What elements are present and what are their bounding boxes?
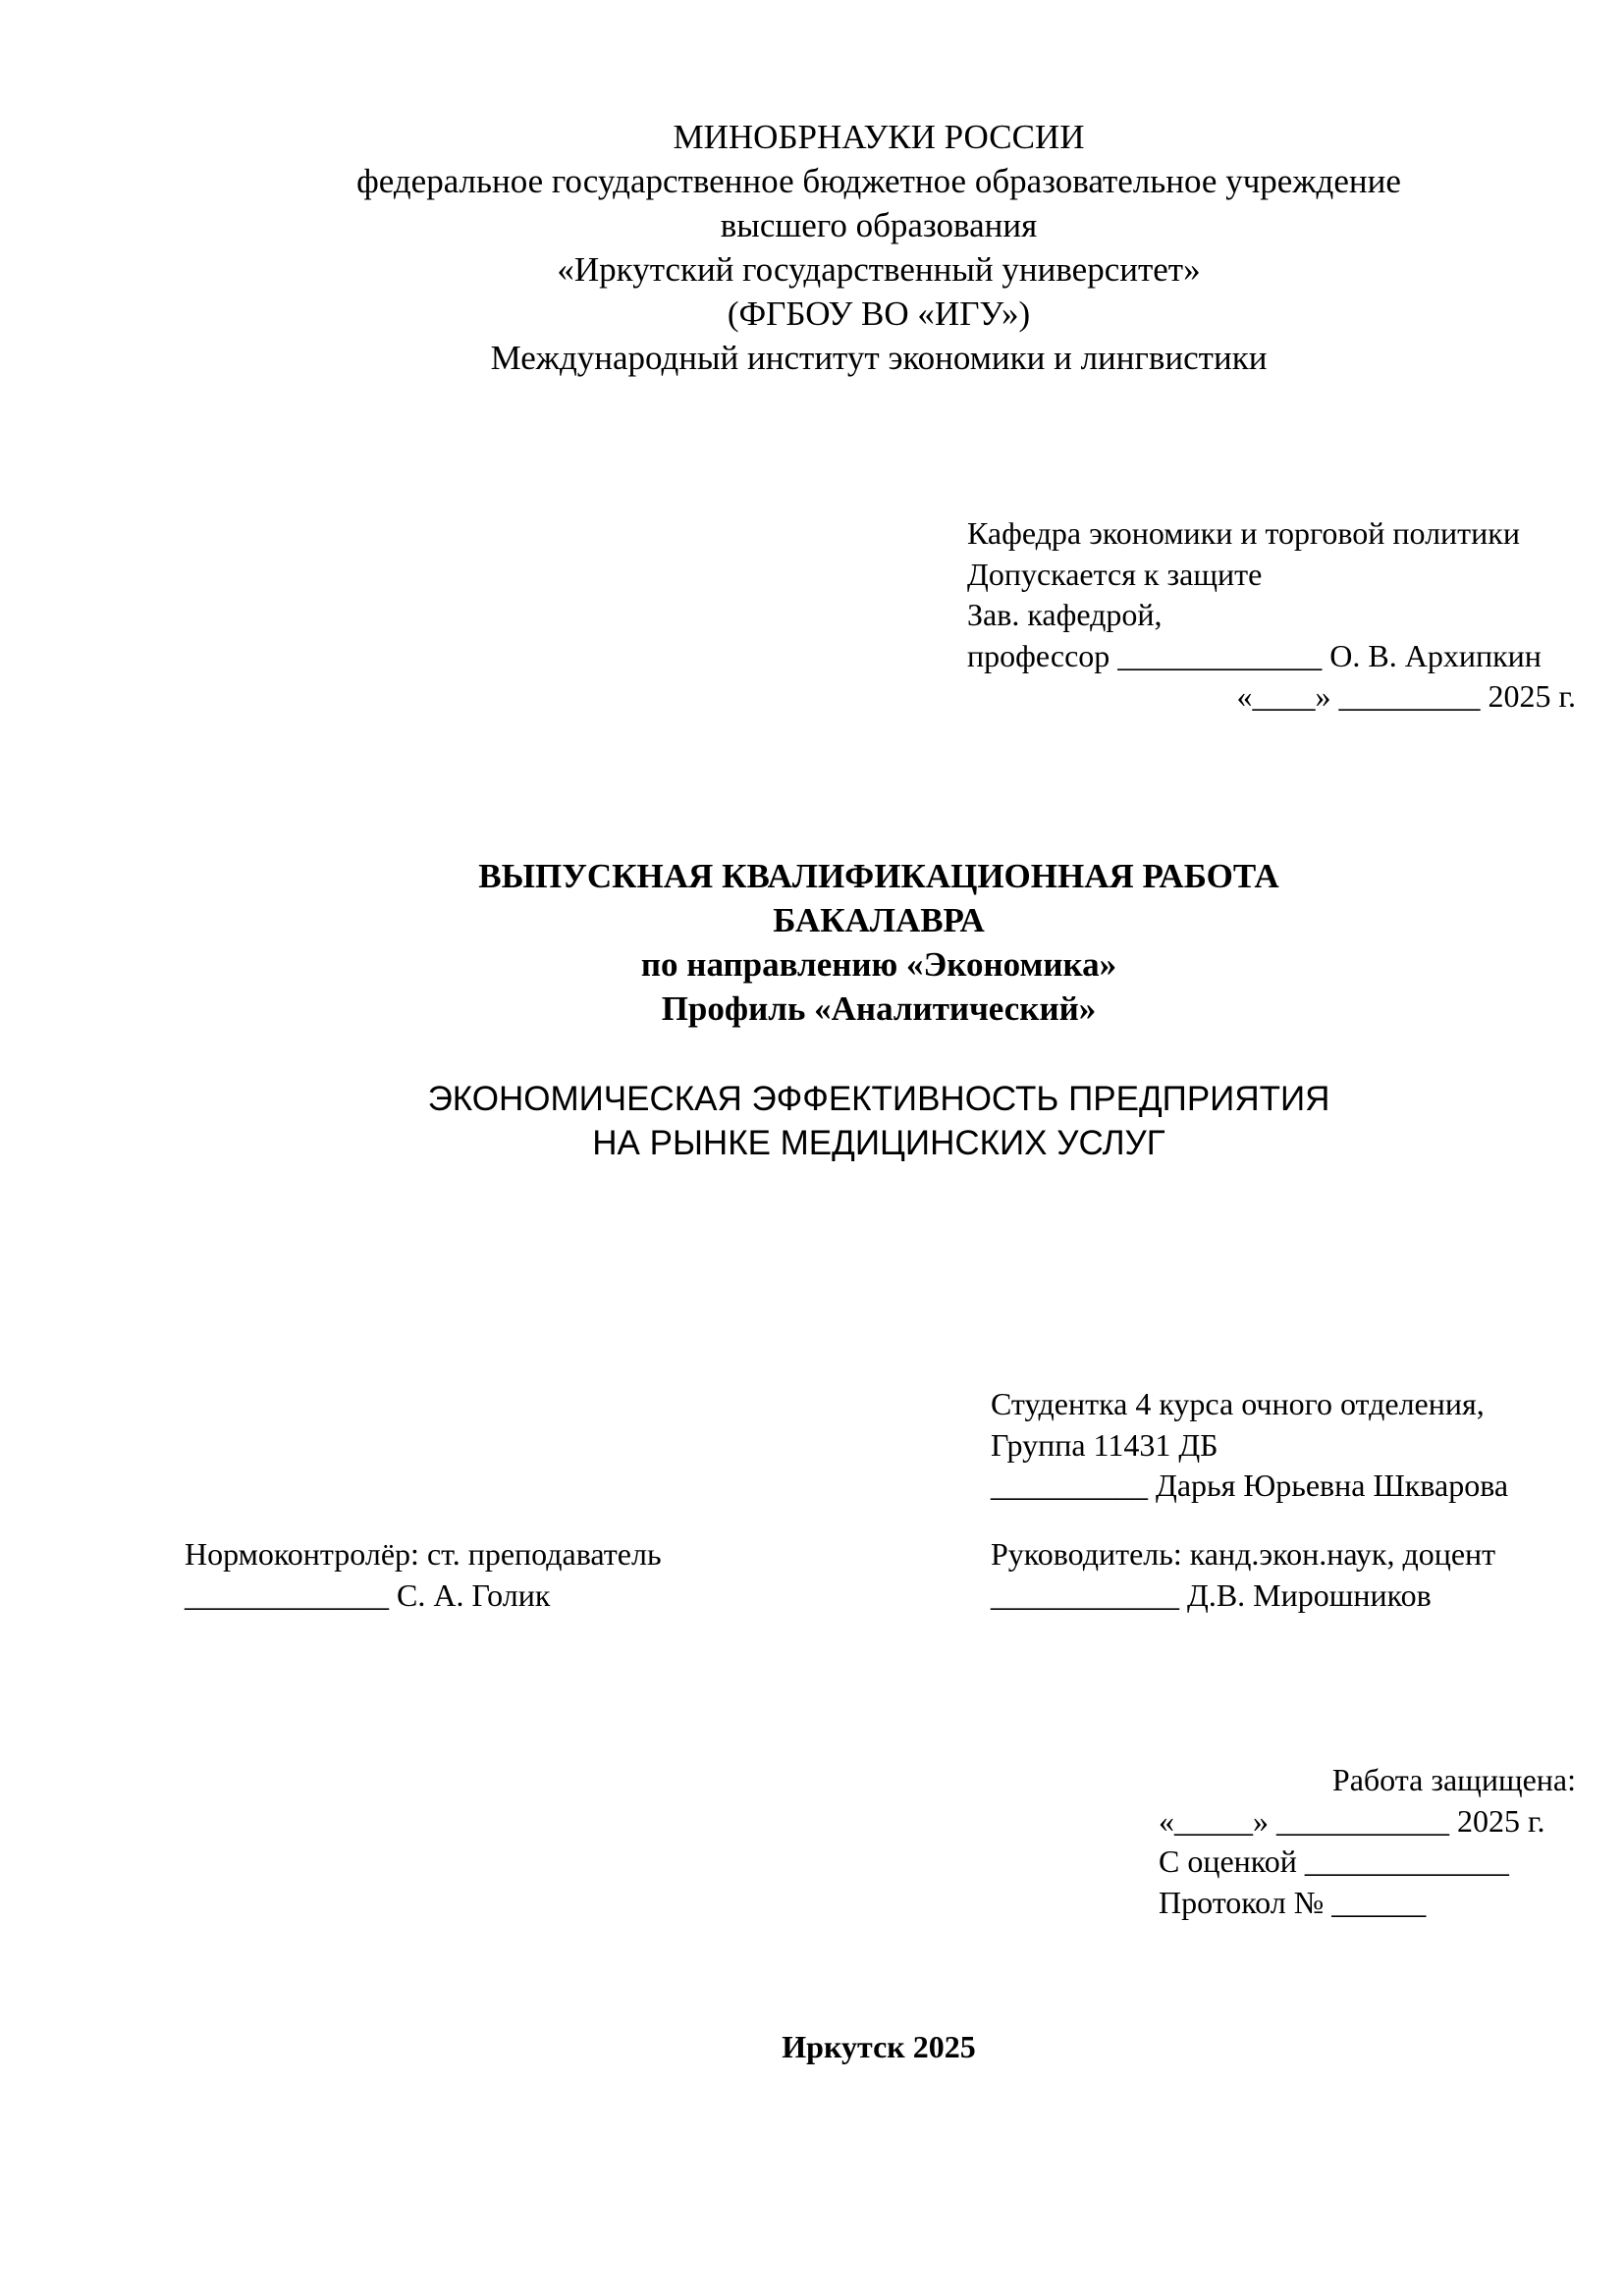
student-block xyxy=(991,1384,1508,1507)
admitted-to-defense: Допускается к защите xyxy=(967,556,1263,592)
institution-level: высшего образования xyxy=(720,206,1038,244)
approval-date: «____» _________ 2025 г. xyxy=(1236,678,1576,714)
department-name: Кафедра экономики и торговой политики xyxy=(967,515,1520,551)
supervisor-block xyxy=(991,1534,1495,1616)
normcontrol-title: Нормоконтролёр: ст. преподаватель xyxy=(185,1536,662,1572)
thesis-profile: Профиль «Аналитический» xyxy=(661,989,1097,1028)
thesis-degree: БАКАЛАВРА xyxy=(773,901,985,939)
head-of-department: Зав. кафедрой, xyxy=(967,597,1163,632)
thesis-topic-line-1: ЭКОНОМИЧЕСКАЯ ЭФФЕКТИВНОСТЬ ПРЕДПРИЯТИЯ xyxy=(427,1080,1330,1118)
thesis-topic-line-2: НА РЫНКЕ МЕДИЦИНСКИХ УСЛУГ xyxy=(592,1124,1165,1162)
defense-date: «_____» ___________ 2025 г. xyxy=(1159,1802,1545,1839)
supervisor-signature: ____________ Д.В. Мирошников xyxy=(991,1576,1432,1613)
defense-block xyxy=(1159,1760,1576,1923)
university-name: «Иркутский государственный университет» xyxy=(557,250,1201,289)
defense-protocol: Протокол № ______ xyxy=(1159,1884,1427,1920)
institution-header xyxy=(177,115,1581,380)
city-year: Иркутск 2025 xyxy=(782,2029,976,2064)
approval-block xyxy=(967,513,1576,718)
supervisor-title: Руководитель: канд.экон.наук, доцент xyxy=(991,1536,1496,1572)
normcontrol-block xyxy=(185,1534,662,1616)
student-group: Группа 11431 ДБ xyxy=(991,1426,1218,1463)
student-status: Студентка 4 курса очного отделения, xyxy=(991,1386,1485,1421)
normcontrol-signature: _____________ С. А. Голик xyxy=(185,1576,551,1613)
thesis-direction: по направлению «Экономика» xyxy=(640,945,1117,984)
ministry-name: МИНОБРНАУКИ РОССИИ xyxy=(673,118,1085,156)
thesis-title-block xyxy=(177,854,1581,1031)
defense-status: Работа защищена: xyxy=(1331,1762,1576,1797)
university-abbreviation: (ФГБОУ ВО «ИГУ») xyxy=(727,294,1031,333)
institute-name: Международный институт экономики и лингвистики xyxy=(490,339,1268,377)
thesis-topic xyxy=(177,1077,1581,1165)
thesis-type: ВЫПУСКНАЯ КВАЛИФИКАЦИОННАЯ РАБОТА xyxy=(478,857,1279,895)
institution-type: федеральное государственное бюджетное образовательное учреждение xyxy=(356,162,1401,200)
student-signature: __________ Дарья Юрьевна Шкварова xyxy=(991,1468,1509,1503)
defense-grade: С оценкой _____________ xyxy=(1159,1843,1509,1879)
head-signature: профессор _____________ О. В. Архипкин xyxy=(967,637,1542,673)
